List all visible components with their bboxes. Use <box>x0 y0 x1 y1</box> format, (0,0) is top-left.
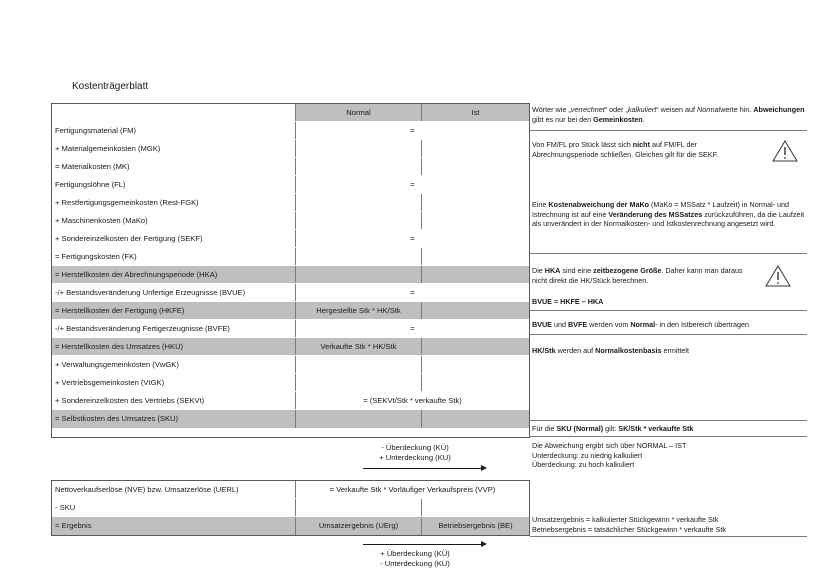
row-normal <box>296 499 422 516</box>
note-divider <box>530 253 807 254</box>
deviation-line-2: + Unterdeckung (KU) <box>379 453 451 462</box>
note-divider <box>530 130 807 131</box>
row-normal: Umsatzergebnis (UErg) <box>296 517 422 535</box>
row-ist <box>422 374 529 391</box>
header-ist: Ist <box>422 104 529 121</box>
note-results: Umsatzergebnis = kalkulierter Stückgewinn * verkaufte Stk Betriebsergebnis = tatsächlicher Stückgewinn * verkaufte Stk <box>532 515 726 534</box>
row-label: = Herstellkosten der Abrechnungsperiode (HKA) <box>52 266 296 283</box>
row-label: = Herstellkosten des Umsatzes (HKU) <box>52 338 296 355</box>
row-label: - SKU <box>52 499 296 516</box>
row-ist <box>422 266 529 283</box>
row-ist <box>422 302 529 319</box>
row-ist <box>422 194 529 211</box>
row-ist <box>422 212 529 229</box>
row-label: Fertigungsmaterial (FM) <box>52 122 296 139</box>
row-normal <box>296 266 422 283</box>
row-label: Nettoverkaufserlöse (NVE) bzw. Umsatzerlöse (UERL) <box>52 481 296 498</box>
deviation-note-bottom <box>355 549 475 569</box>
row-normal <box>296 374 422 391</box>
note-divider <box>530 436 807 437</box>
row-ist <box>422 410 529 428</box>
note-bvue-formula: BVUE = HKFE – HKA <box>532 297 604 306</box>
note-bvue-bvfe: BVUE und BVFE werden vom Normal- in den Istbereich übertragen <box>532 320 749 329</box>
row-label: = Herstellkosten der Fertigung (HKFE) <box>52 302 296 319</box>
row-label: + Verwaltungsgemeinkosten (VwGK) <box>52 356 296 373</box>
row-normal <box>296 212 422 229</box>
row-normal: Verkaufte Stk * HK/Stk <box>296 338 422 355</box>
row-label: = Selbstkosten des Umsatzes (SKU) <box>52 410 296 428</box>
note-normal-words: Wörter wie „verrechnet“ oder „kalkuliert“ weisen auf Normalwerte hin. Abweichungen gibt es nur bei den Gemeinkosten. <box>532 105 805 124</box>
deviation-line-1: - Überdeckung (KÜ) <box>381 443 449 452</box>
row-span-value: = (SEKVt/Stk * verkaufte Stk) <box>363 396 462 405</box>
arrow-right-icon <box>363 468 485 469</box>
row-ist: Betriebsergebnis (BE) <box>422 517 529 535</box>
row-label: + Sondereinzelkosten der Fertigung (SEKF) <box>52 230 296 247</box>
row-normal <box>296 248 422 265</box>
row-label: = Fertigungskosten (FK) <box>52 248 296 265</box>
note-hk-stk: HK/Stk werden auf Normalkostenbasis ermittelt <box>532 346 690 355</box>
warning-icon <box>765 265 791 287</box>
header-normal: Normal <box>296 104 422 121</box>
row-label: + Sondereinzelkosten des Vertriebs (SEKVt) <box>52 392 296 409</box>
result-table <box>51 480 530 536</box>
note-deviation: Die Abweichung ergibt sich über NORMAL – IST Unterdeckung: zu niedrig kalkuliert Überdeckung: zu hoch kalkuliert <box>532 441 687 470</box>
deviation-line-1: + Überdeckung (KÜ) <box>380 549 450 558</box>
row-ist <box>422 248 529 265</box>
row-label: Fertigungslöhne (FL) <box>52 176 296 193</box>
row-label: + Vertriebsgemeinkosten (VtGK) <box>52 374 296 391</box>
page-title: Kostenträgerblatt <box>72 81 149 92</box>
row-ist <box>422 140 529 157</box>
row-normal <box>296 194 422 211</box>
row-label: + Materialgemeinkosten (MGK) <box>52 140 296 157</box>
row-span-value: = <box>410 324 415 333</box>
warning-icon <box>772 140 798 162</box>
row-span-value: = <box>410 234 415 243</box>
note-sku: Für die SKU (Normal) gilt: SK/Stk * verkaufte Stk <box>532 424 694 433</box>
deviation-line-2: - Unterdeckung (KU) <box>380 559 450 568</box>
row-ist <box>422 338 529 355</box>
header-label-cell <box>52 104 296 121</box>
deviation-note-top <box>355 443 475 463</box>
row-label: = Ergebnis <box>52 517 296 535</box>
row-ist <box>422 158 529 175</box>
note-divider <box>530 334 807 335</box>
arrow-right-icon <box>363 544 485 545</box>
row-span-value: = <box>410 288 415 297</box>
row-normal <box>296 356 422 373</box>
row-ist <box>422 499 529 516</box>
row-span-value: = <box>410 126 415 135</box>
note-fm-fl: Von FM/FL pro Stück lässt sich nicht auf FM/FL der Abrechnungsperiode schließen. Gleiches gilt für die SEKF. <box>532 140 719 159</box>
row-label: = Materialkosten (MK) <box>52 158 296 175</box>
row-label: -/+ Bestandsveränderung Fertigerzeugnisse (BVFE) <box>52 320 296 337</box>
note-divider <box>530 310 807 311</box>
row-normal <box>296 158 422 175</box>
row-ist <box>422 356 529 373</box>
row-label: + Maschinenkosten (MaKo) <box>52 212 296 229</box>
row-label: -/+ Bestandsveränderung Unfertige Erzeugnisse (BVUE) <box>52 284 296 301</box>
row-normal: Hergestellte Stk * HK/Stk <box>296 302 422 319</box>
row-normal <box>296 410 422 428</box>
row-span-value: = Verkaufte Stk * Vorläufiger Verkaufspreis (VVP) <box>329 485 496 494</box>
note-divider <box>530 536 807 537</box>
note-divider <box>530 420 807 421</box>
row-span-value: = <box>410 180 415 189</box>
cost-table <box>51 103 530 438</box>
note-mako: Eine Kostenabweichung der MaKo (MaKo = MSSatz * Laufzeit) in Normal- und Istrechnung ist auf eine Veränderung des MSSatzes zurückzuführen, da die Laufzeit als unverändert in der Normalkosten- und Istkostenrechnung angesetzt wird. <box>532 200 805 229</box>
row-label: + Restfertigungsgemeinkosten (Rest-FGK) <box>52 194 296 211</box>
row-normal <box>296 140 422 157</box>
note-hka: Die HKA sind eine zeitbezogene Größe. Daher kann man daraus nicht direkt die HK/Stück berechnen. <box>532 266 743 285</box>
